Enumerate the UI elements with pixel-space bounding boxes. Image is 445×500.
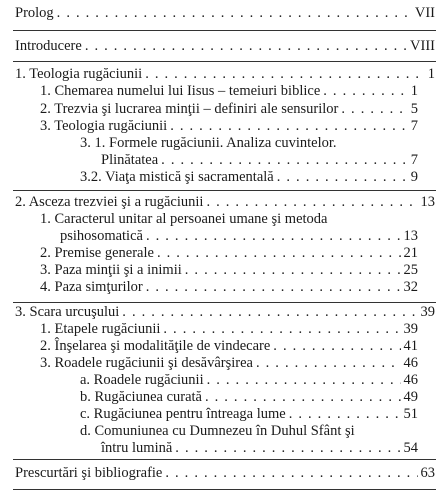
toc-entry-prolog[interactable] [15, 5, 435, 22]
toc-page-number: 7 [410, 118, 418, 134]
toc-label: 1. Etapele rugăciunii [40, 321, 161, 337]
toc-label: Introducere [15, 38, 82, 54]
toc-entry-1-3-1-line1[interactable]: 3. 1. Formele rugăciunii. Analiza cuvintelor. [80, 135, 337, 151]
toc-entry-2-1-line1[interactable]: 1. Caracterul unitar al persoanei umane şi metoda [40, 211, 328, 227]
divider [13, 190, 436, 191]
toc-label: 2. Trezvia şi lucrarea minţii – definiri ale sensurilor [40, 101, 339, 117]
toc-label: întru lumină [101, 440, 173, 456]
toc-label: 3.2. Viaţa mistică şi sacramentală [80, 169, 274, 185]
toc-label: Plinătatea [101, 152, 159, 168]
leader-dots [146, 279, 401, 296]
toc-entry-3-3-a[interactable] [80, 372, 418, 389]
toc-page-number: 51 [403, 406, 418, 422]
leader-dots [57, 5, 412, 22]
toc-page-number: 46 [403, 372, 418, 388]
toc-entry-3-2[interactable] [40, 338, 418, 355]
toc-entry-chapter-2[interactable] [15, 194, 435, 211]
toc-entry-2-3[interactable] [40, 262, 418, 279]
toc-label: a. Roadele rugăciunii [80, 372, 204, 388]
divider [13, 489, 436, 490]
toc-entry-3-3-b[interactable] [80, 389, 418, 406]
leader-dots [175, 440, 400, 457]
toc-page-number: 5 [410, 101, 418, 117]
leader-dots [341, 101, 407, 118]
toc-label: 2. Asceza trezviei şi a rugăciunii [15, 194, 204, 210]
toc-label: 1. Teologia rugăciunii [15, 66, 143, 82]
toc-entry-1-3[interactable] [40, 118, 418, 135]
toc-label: psihosomatică [60, 228, 143, 244]
toc-label: 1. Chemarea numelui lui Iisus – temeiuri biblice [40, 83, 321, 99]
toc-page-number: VII [414, 5, 435, 21]
toc-label: 3. Roadele rugăciunii şi desăvârşirea [40, 355, 253, 371]
toc-entry-2-4[interactable] [40, 279, 418, 296]
toc-entry-chapter-3[interactable] [15, 304, 435, 321]
toc-page-number: 21 [403, 245, 418, 261]
leader-dots [256, 355, 401, 372]
toc-entry-introducere[interactable] [15, 38, 435, 55]
toc-page-number: 7 [410, 152, 418, 168]
toc-label: b. Rugăciunea curată [80, 389, 202, 405]
toc-page-number: 39 [420, 304, 435, 320]
leader-dots [145, 66, 425, 83]
leader-dots [206, 194, 417, 211]
leader-dots [161, 152, 408, 169]
toc-label: 3. Teologia rugăciunii [40, 118, 168, 134]
divider [13, 459, 436, 460]
toc-label: 2. Înşelarea şi modalităţile de vindecare [40, 338, 271, 354]
toc-entry-3-3-d[interactable] [101, 440, 418, 457]
toc-page-number: 46 [403, 355, 418, 371]
toc-entry-1-3-1[interactable] [101, 152, 418, 169]
leader-dots [146, 228, 401, 245]
leader-dots [163, 321, 400, 338]
divider [13, 302, 436, 303]
toc-label: 3. Paza minţii şi a inimii [40, 262, 182, 278]
leader-dots [289, 406, 401, 423]
toc-page-number: 1 [410, 83, 418, 99]
toc-entry-3-3[interactable] [40, 355, 418, 372]
toc-page-number: 13 [420, 194, 435, 210]
leader-dots [122, 304, 417, 321]
leader-dots [165, 465, 417, 482]
toc-page-number: 25 [403, 262, 418, 278]
toc-page-number: 39 [403, 321, 418, 337]
divider [13, 30, 436, 31]
toc-entry-2-2[interactable] [40, 245, 418, 262]
leader-dots [323, 83, 407, 100]
toc-page-number: 9 [410, 169, 418, 185]
toc-entry-3-1[interactable] [40, 321, 418, 338]
toc-entry-3-3-c[interactable] [80, 406, 418, 423]
toc-page-number: VIII [410, 38, 435, 54]
toc-label: 4. Paza simţurilor [40, 279, 143, 295]
toc-page-number: 49 [403, 389, 418, 405]
toc-entry-1-3-2[interactable] [80, 169, 418, 186]
toc-entry-bibliografie[interactable] [15, 465, 435, 482]
toc-entry-1-1[interactable] [40, 83, 418, 100]
leader-dots [157, 245, 401, 262]
leader-dots [205, 389, 401, 406]
toc-entry-3-3-d-line1[interactable]: d. Comuniunea cu Dumnezeu în Duhul Sfânt şi [80, 423, 355, 439]
toc-entry-2-1[interactable] [60, 228, 418, 245]
toc-label: 2. Premise generale [40, 245, 154, 261]
toc-label: 3. Scara urcuşului [15, 304, 120, 320]
leader-dots [273, 338, 400, 355]
toc-entry-chapter-1[interactable] [15, 66, 435, 83]
toc-page-number: 13 [403, 228, 418, 244]
toc-label: c. Rugăciunea pentru întreaga lume [80, 406, 286, 422]
toc-page-number: 54 [403, 440, 418, 456]
leader-dots [207, 372, 401, 389]
toc-page-number: 32 [403, 279, 418, 295]
leader-dots [277, 169, 408, 186]
toc-label: Prolog [15, 5, 54, 21]
toc-label: Prescurtări şi bibliografie [15, 465, 163, 481]
toc-page-number: 63 [420, 465, 435, 481]
divider [13, 61, 436, 62]
leader-dots [185, 262, 401, 279]
toc-page-number: 41 [403, 338, 418, 354]
leader-dots [85, 38, 407, 55]
leader-dots [170, 118, 408, 135]
toc-entry-1-2[interactable] [40, 101, 418, 118]
toc-page-number: 1 [427, 66, 435, 82]
